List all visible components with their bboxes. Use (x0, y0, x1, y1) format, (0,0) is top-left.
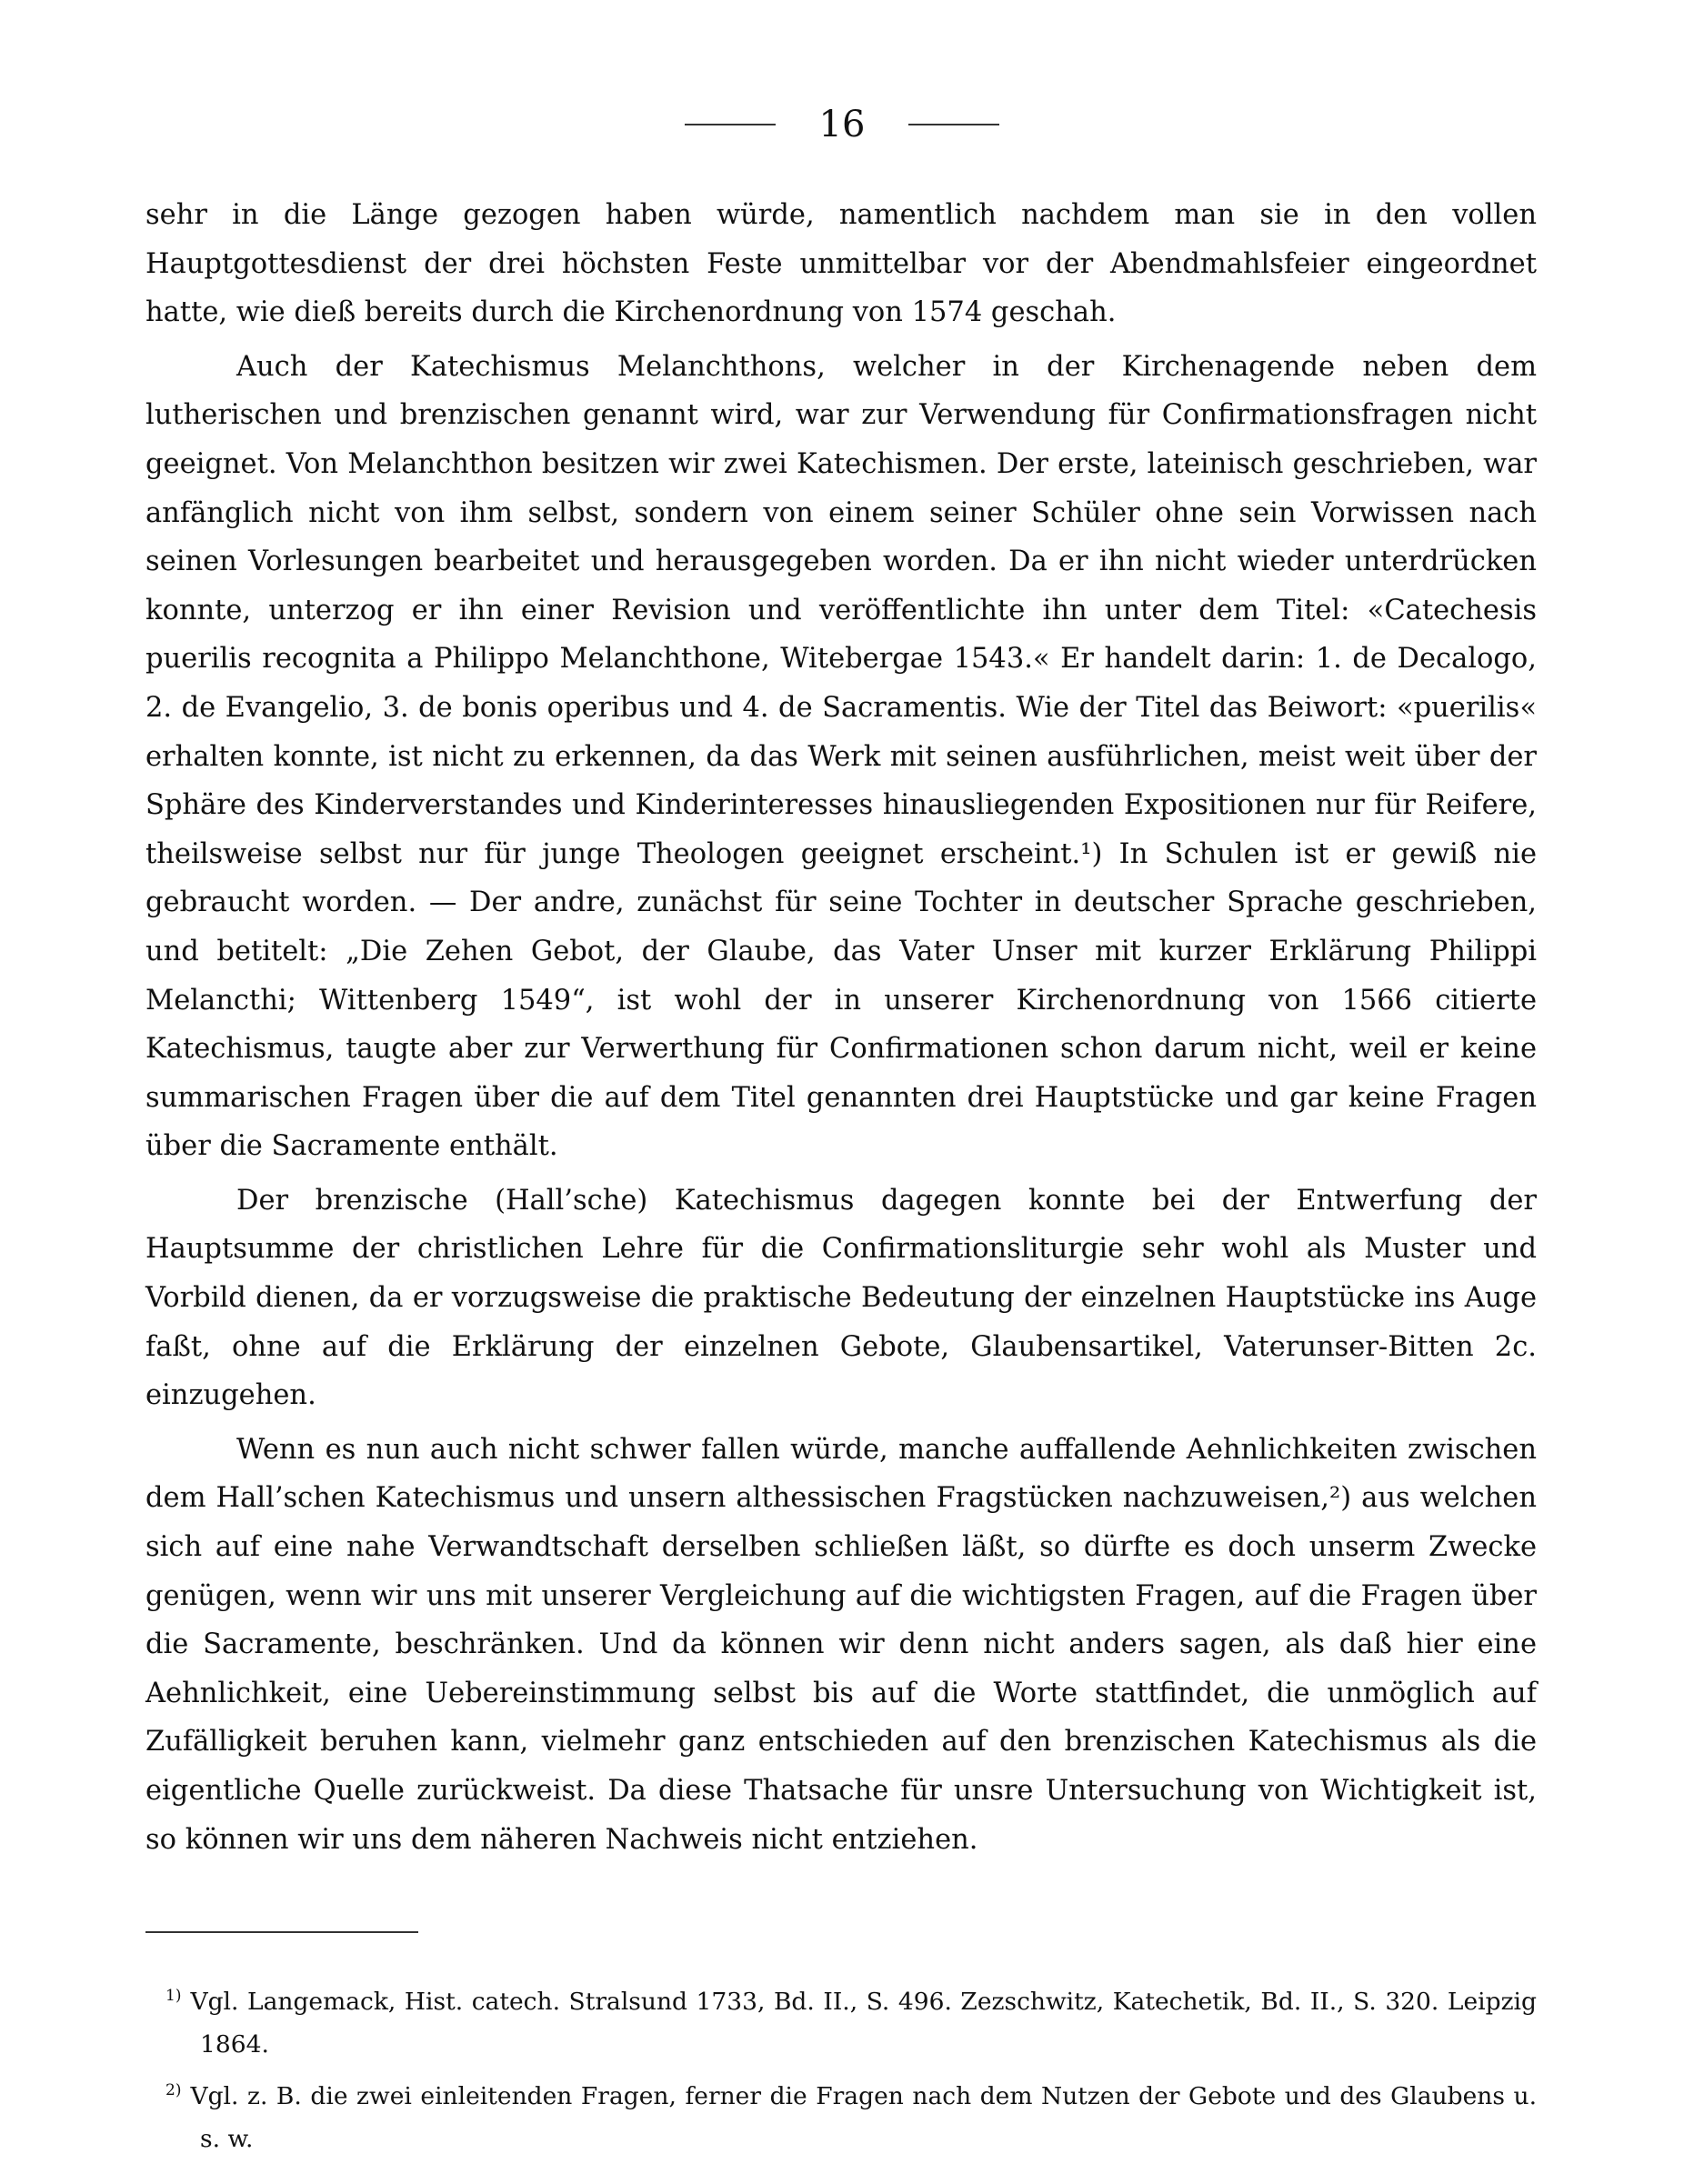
footnote-2-mark: 2) (165, 2081, 182, 2100)
footnotes (145, 1980, 1537, 2169)
footnote-1-mark: 1) (165, 1987, 182, 2006)
footnote-1-text: Vgl. Langemack, Hist. catech. Stralsund 1733, Bd. II., S. 496. Zezschwitz, Katechetik, Bd. II., S. 320. Leipzig 1864. (190, 1988, 1537, 2059)
footnote-rule (145, 1931, 418, 1933)
footnote-2 (145, 2075, 1537, 2160)
main-text (145, 191, 1537, 1864)
page-header (0, 102, 1684, 147)
header-rule-right (908, 124, 999, 125)
page-number: 16 (818, 104, 866, 145)
footnote-2-text: Vgl. z. B. die zwei einleitenden Fragen, ferner die Fragen nach dem Nutzen der Gebote und des Glaubens u. s. w. (190, 2082, 1537, 2153)
header-rule-left (685, 124, 776, 125)
paragraph-brenz: Der brenzische (Hall’sche) Katechismus dagegen konnte bei der Entwerfung der Hauptsumme der christlichen Lehre für die Confirmationsliturgie sehr wohl als Muster und Vorbild dienen, da er vorzugsweise die praktische Bedeutung der einzelnen Hauptstücke ins Auge faßt, ohne auf die Erklärung der einzelnen Gebote, Glaubensartikel, Vaterunser-Bitten 2c. einzugehen. (145, 1184, 1537, 1412)
paragraph-comparison: Wenn es nun auch nicht schwer fallen würde, manche auffallende Aehnlichkeiten zwischen dem Hall’schen Katechismus und unsern althessischen Fragstücken nachzuweisen,²) aus welchen sich auf eine nahe Verwandtschaft derselben schließen läßt, so dürfte es doch unserm Zwecke genügen, wenn wir uns mit unserer Vergleichung auf die wichtigsten Fragen, auf die Fragen über die Sacramente, beschränken. Und da können wir denn nicht anders sagen, als daß hier eine Aehnlichkeit, eine Uebereinstimmung selbst bis auf die Worte stattfindet, die unmöglich auf Zufälligkeit beruhen kann, vielmehr ganz entschieden auf den brenzischen Katechismus als die eigentliche Quelle zurückweist. Da diese Thatsache für unsre Untersuchung von Wichtigkeit ist, so können wir uns dem näheren Nachweis nicht entziehen. (145, 1433, 1537, 1856)
paragraph-melanchthon: Auch der Katechismus Melanchthons, welcher in der Kirchenagende neben dem lutherischen und brenzischen genannt wird, war zur Verwendung für Confirmationsfragen nicht geeignet. Von Melanchthon besitzen wir zwei Katechismen. Der erste, lateinisch geschrieben, war anfänglich nicht von ihm selbst, sondern von einem seiner Schüler ohne sein Vorwissen nach seinen Vorlesungen bearbeitet und herausgegeben worden. Da er ihn nicht wieder unterdrücken konnte, unterzog er ihn einer Revision und veröffentlichte ihn unter dem Titel: «Catechesis puerilis recognita a Philippo Melanchthone, Witebergae 1543.« Er handelt darin: 1. de Decalogo, 2. de Evangelio, 3. de bonis operibus und 4. de Sacramentis. Wie der Titel das Beiwort: «puerilis« erhalten konnte, ist nicht zu erkennen, da das Werk mit seinen ausführlichen, meist weit über der Sphäre des Kinderverstandes und Kinderinteresses hinausliegenden Expositionen nur für Reifere, theilsweise selbst nur für junge Theologen geeignet erscheint.¹) In Schulen ist er gewiß nie gebraucht worden. — Der andre, zunächst für seine Tochter in deutscher Sprache geschrieben, und betitelt: „Die Zehen Gebot, der Glaube, das Vater Unser mit kurzer Erklärung Philippi Melancthi; Wittenberg 1549“, ist wohl der in unserer Kirchenordnung von 1566 citierte Katechismus, taugte aber zur Verwerthung für Confirmationen schon darum nicht, weil er keine summarischen Fragen über die auf dem Titel genannten drei Hauptstücke und gar keine Fragen über die Sacramente enthält. (145, 350, 1537, 1163)
paragraph-continuation: sehr in die Länge gezogen haben würde, namentlich nachdem man sie in den vollen Hauptgottesdienst der drei höchsten Feste unmittelbar vor der Abendmahlsfeier eingeordnet hatte, wie dieß bereits durch die Kirchenordnung von 1574 geschah. (145, 199, 1537, 329)
footnote-1 (145, 1980, 1537, 2066)
